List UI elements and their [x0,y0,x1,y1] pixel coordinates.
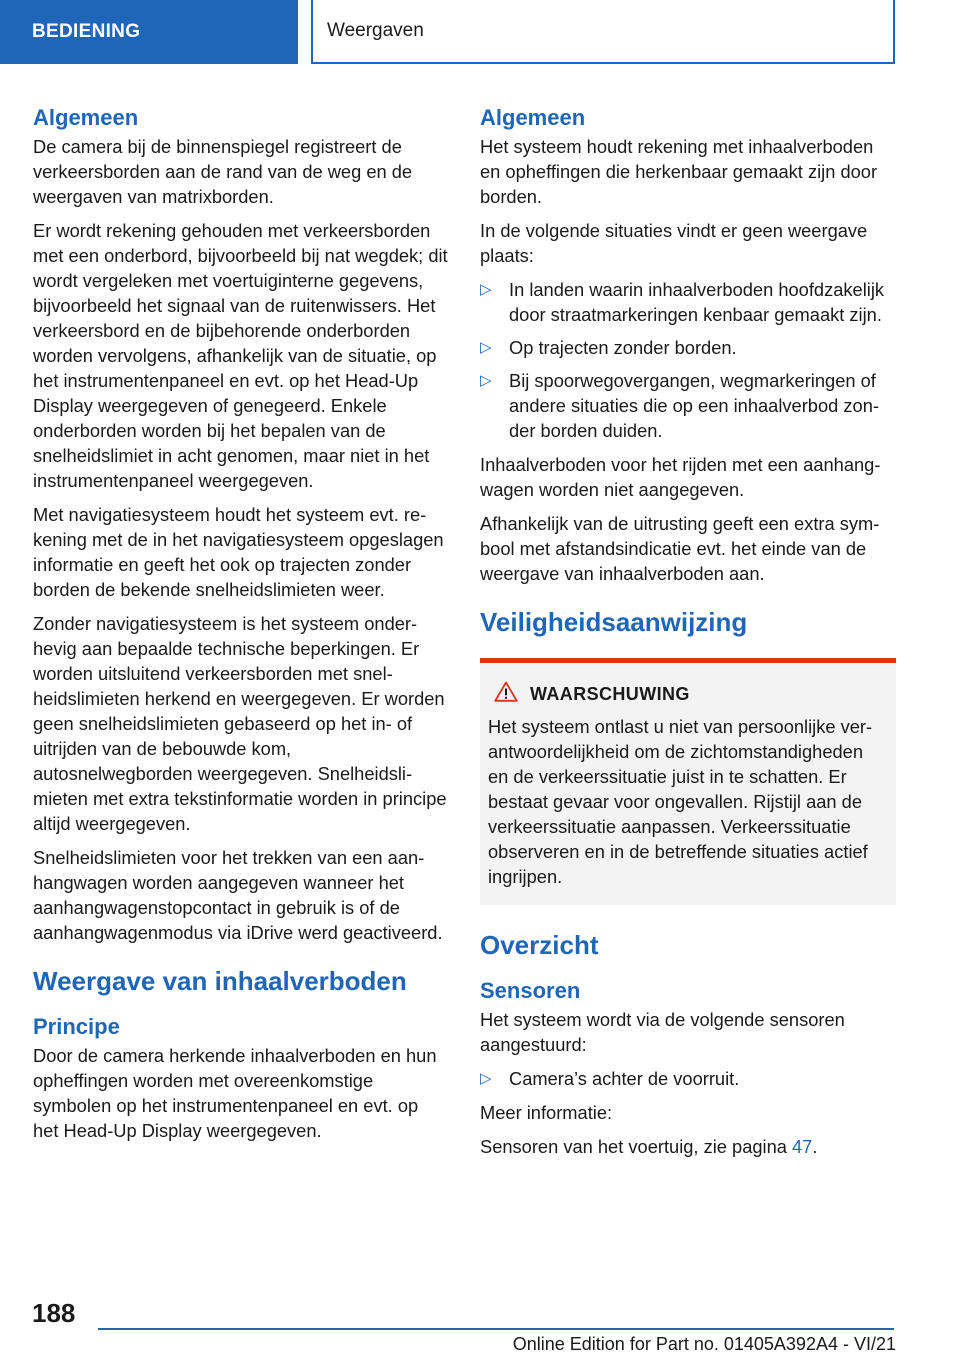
section-tab: BEDIENING [0,0,298,64]
warning-header [488,681,888,708]
paragraph: Meer informatie: [480,1102,613,1123]
paragraph: Zonder navigatiesysteem is het systeem onderhevig aan bepaalde technische beperkingen. Er worden uitsluitend verkeersborden met snelheidslimieten herkend en weergegeven. Er worden geen snelheidslimieten gebaseerd op het in- of uitrijden van de bebouwde kom, autosnelwegborden weergegeven. Snelheidslimieten met extra tekstinformatie worden in principe altijd weergegeven. [33,613,447,834]
list-item: ▷ Camera’s achter de voorruit. [480,1068,740,1089]
paragraph: Inhaalverboden voor het rijden met een aanhangwagen worden niet aangegeven. [480,454,881,500]
situation-list [480,277,896,443]
page-header [0,0,960,66]
paragraph: Het systeem houdt rekening met inhaalverboden en opheffingen die herkenbaar gemaakt zijn door borden. [480,136,878,207]
warning-triangle-icon [494,681,518,708]
heading-overzicht: Overzicht [480,930,599,960]
list-item: ▷ In landen waarin inhaalverboden hoofdzakelijk door straatmarkeringen kenbaar gemaakt zijn. [480,279,885,325]
sensor-list [480,1066,896,1091]
paragraph-reference: Sensoren van het voertuig, zie pagina 47. [480,1136,818,1157]
paragraph: Door de camera herkende inhaalverboden en hun opheffingen worden met overeenkomstige symbolen op het instrumentenpaneel en evt. op het Head-Up Display weergegeven. [33,1045,437,1141]
heading-algemeen-right: Algemeen [480,105,586,130]
page-reference-link[interactable]: 47 [792,1136,813,1157]
page-number: 188 [32,1298,76,1328]
paragraph: De camera bij de binnenspiegel registreert de verkeersborden aan de rand van de weg en de weergaven van matrixborden. [33,136,413,207]
triangle-bullet-icon: ▷ [480,1070,492,1087]
paragraph: Met navigatiesysteem houdt het systeem evt. rekening met de in het navigatiesysteem opgeslagen informatie en geeft het ook op trajecten zonder borden de bekende snelheidslimieten weer. [33,504,444,600]
right-column [480,98,896,1168]
triangle-bullet-icon: ▷ [480,339,492,356]
triangle-bullet-icon: ▷ [480,372,492,389]
paragraph: Het systeem wordt via de volgende sensoren aangestuurd: [480,1009,845,1055]
paragraph: Afhankelijk van de uitrusting geeft een extra symbool met afstandsindicatie evt. het einde van de weergave van inhaalverboden aan. [480,513,880,584]
chapter-tab: Weergaven [311,0,895,64]
paragraph: Er wordt rekening gehouden met verkeersborden met een onderbord, bijvoorbeeld bij nat wegdek; dit wordt vergeleken met voertuiginterne gegevens, bijvoorbeeld het signaal van de ruitenwissers. Het verkeersbord en de bijbehorende onderborden worden vervolgens, afhankelijk van de situatie, op het instrumentenpaneel en evt. op het Head-Up Display weergegeven of genegeerd. Enkele onderborden worden bij het bepalen van de snelheidslimiet in acht genomen, maar niet in het instrumentenpaneel weergegeven. [33,220,448,491]
heading-principe: Principe [33,1014,120,1039]
warning-box [480,658,896,905]
heading-algemeen-left: Algemeen [33,105,139,130]
warning-text: Het systeem ontlast u niet van persoonlijke verantwoordelijkheid om de zichtomstandigheden en de verkeerssituatie juist in te schatten. Er bestaat gevaar voor ongevallen. Rijstijl aan de verkeerssituatie aanpassen. Verkeerssituatie observeren en in de betreffende situaties actief ingrijpen. [488,716,873,887]
triangle-bullet-icon: ▷ [480,281,492,298]
paragraph: In de volgende situaties vindt er geen weergave plaats: [480,220,868,266]
list-item: ▷ Op trajecten zonder borden. [480,337,737,358]
heading-weergave-inhaalverboden: Weergave van inhaalverboden [33,966,407,996]
list-item: ▷ Bij spoorwegovergangen, wegmarkeringen of andere situaties die op een inhaalverbod zonder borden duiden. [480,370,879,441]
heading-veiligheidsaanwijzing: Veiligheidsaanwijzing [480,607,748,637]
paragraph: Snelheidslimieten voor het trekken van een aanhangwagen worden aangegeven wanneer het aanhangwagenstopcontact in gebruik is of de aanhangwagenmodus via iDrive werd geactiveerd. [33,847,443,943]
footer-divider [98,1328,894,1330]
heading-sensoren: Sensoren [480,978,581,1003]
warning-title: WAARSCHUWING [530,684,690,704]
left-column [33,98,448,1152]
edition-info: Online Edition for Part no. 01405A392A4 - VI/21 [512,1334,896,1354]
